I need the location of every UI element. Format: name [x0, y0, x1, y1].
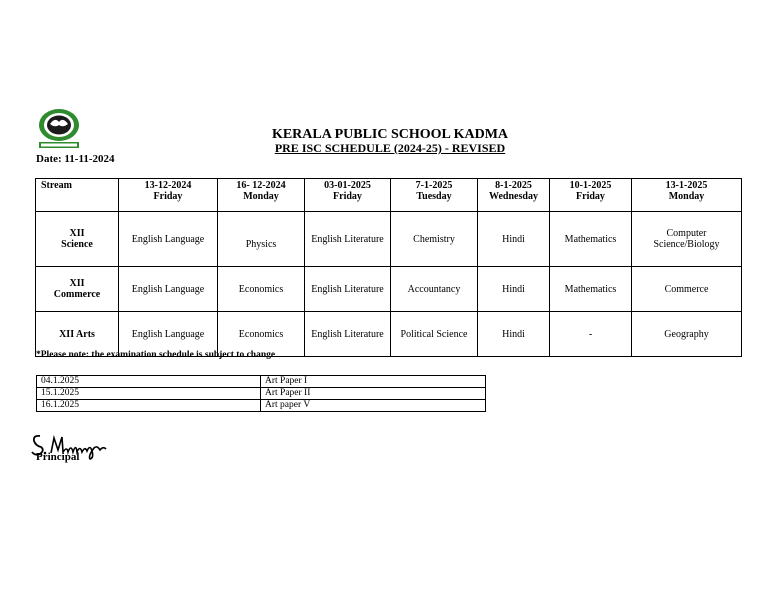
document-date: Date: 11-11-2024 — [36, 153, 115, 165]
table-row — [37, 388, 486, 400]
subject-cell: Mathematics — [550, 212, 632, 267]
column-header: 16- 12-2024 Monday — [218, 179, 305, 212]
art-paper-cell: Art Paper II — [261, 388, 486, 400]
subject-cell: English Language — [119, 312, 218, 357]
table-row — [37, 400, 486, 412]
subject-cell: Chemistry — [391, 212, 478, 267]
subject-cell: English Literature — [305, 267, 391, 312]
subject-cell: Geography — [632, 312, 742, 357]
schedule-note: *Please note: the examination schedule is subject to change — [36, 350, 276, 360]
stream-cell: XII Science — [36, 212, 119, 267]
subject-cell: Economics — [218, 267, 305, 312]
art-date-cell: 04.1.2025 — [37, 376, 261, 388]
school-logo — [37, 108, 81, 152]
subject-cell: Commerce — [632, 267, 742, 312]
table-row — [36, 267, 742, 312]
subject-cell: Hindi — [478, 212, 550, 267]
stream-cell: XII Arts — [36, 312, 119, 357]
column-header: 03-01-2025 Friday — [305, 179, 391, 212]
art-paper-cell: Art paper V — [261, 400, 486, 412]
subject-cell: Computer Science/Biology — [632, 212, 742, 267]
principal-title: Principal — [36, 451, 80, 463]
column-header: 7-1-2025 Tuesday — [391, 179, 478, 212]
subject-cell: English Language — [119, 212, 218, 267]
subject-cell: Economics — [218, 312, 305, 357]
table-header-row — [36, 179, 742, 212]
column-header: 8-1-2025 Wednesday — [478, 179, 550, 212]
subject-cell: Physics — [218, 212, 305, 267]
table-row — [36, 212, 742, 267]
subject-cell: Hindi — [478, 267, 550, 312]
art-date-cell: 16.1.2025 — [37, 400, 261, 412]
schedule-subtitle: PRE ISC SCHEDULE (2024-25) - REVISED — [274, 141, 506, 155]
stream-header: Stream — [36, 179, 119, 212]
table-row — [37, 376, 486, 388]
subject-cell: Hindi — [478, 312, 550, 357]
subject-cell: English Language — [119, 267, 218, 312]
subject-cell: English Literature — [305, 312, 391, 357]
column-header: 10-1-2025 Friday — [550, 179, 632, 212]
exam-schedule-table — [35, 178, 742, 357]
school-name: KERALA PUBLIC SCHOOL KADMA — [271, 127, 509, 142]
subject-cell: - — [550, 312, 632, 357]
subject-cell: Mathematics — [550, 267, 632, 312]
art-paper-cell: Art Paper I — [261, 376, 486, 388]
column-header: 13-12-2024 Friday — [119, 179, 218, 212]
column-header: 13-1-2025 Monday — [632, 179, 742, 212]
art-date-cell: 15.1.2025 — [37, 388, 261, 400]
stream-cell: XII Commerce — [36, 267, 119, 312]
subject-cell: Political Science — [391, 312, 478, 357]
subject-cell: Accountancy — [391, 267, 478, 312]
subject-cell: English Literature — [305, 212, 391, 267]
art-paper-table — [36, 375, 486, 412]
